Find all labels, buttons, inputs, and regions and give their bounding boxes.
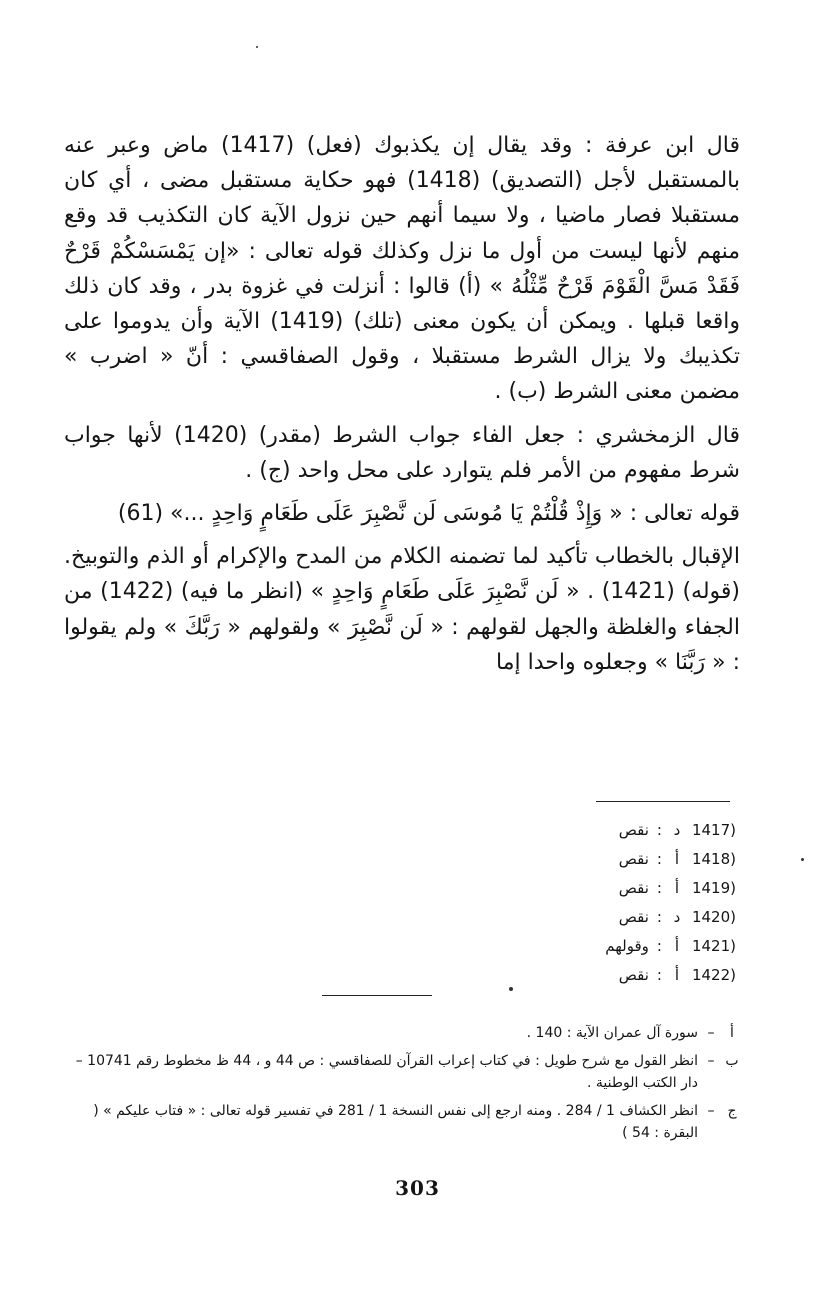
paragraph-commentary: الإقبال بالخطاب تأكيد لما تضمنه الكلام من المدح والإكرام أو الذم والتوبيخ. (قوله) (1421) . « لَن نَّصْبِرَ عَلَى طَعَامٍ وَاحِدٍ » (انظر ما فيه) (1422) من الجفاء والغلظة والجهل لقولهم : « لَن نَّصْبِرَ » ولقولهم « رَبَّكَ » ولم يقولوا : « رَبَّنَا » وجعلوه واحدا إما	[64, 544, 741, 675]
footnote-number: (1418	[691, 850, 736, 868]
footnote-note: نقص	[618, 966, 649, 984]
footnote-source: أ	[674, 966, 680, 984]
footnote-item	[540, 816, 736, 845]
footnote-source: أ	[674, 850, 680, 868]
paragraph-zamakhshari: قال الزمخشري : جعل الفاء جواب الشرط (مقدر) (1420) لأنها جواب شرط مفهوم من الأمر فلم يتوارد على محل واحد (ج) .	[64, 422, 740, 483]
footnote-colon: :	[656, 850, 662, 868]
footnote-source: د	[673, 908, 681, 926]
footnote-number: (1421	[691, 937, 736, 955]
reference-dash: –	[707, 1053, 715, 1069]
footnote-item	[540, 874, 736, 903]
reference-notes	[60, 1022, 740, 1150]
footnote-source: أ	[674, 879, 680, 897]
page-number: 303	[395, 1176, 440, 1200]
paragraph-verse-quote: قوله تعالى : « وَإِذْ قُلْتُمْ يَا مُوسَى لَن نَّصْبِرَ عَلَى طَعَامٍ وَاحِدٍ ...» (61)	[117, 501, 740, 527]
footnote-item	[540, 961, 736, 990]
footnote-colon: :	[656, 966, 662, 984]
print-speck	[801, 858, 804, 861]
footnote-item	[540, 845, 736, 874]
reference-text: سورة آل عمران الآية : 140 .	[526, 1025, 698, 1041]
footnote-number: (1420	[691, 908, 736, 926]
reference-dash: –	[707, 1025, 715, 1041]
paragraph-ibn-arafa: قال ابن عرفة : وقد يقال إن يكذبوك (فعل) (1417) ماض وعبر عنه بالمستقبل لأجل (التصديق) (1418) فهو حكاية مستقبل مضى ، أي كان مستقبلا فصار ماضيا ، ولا سيما أنهم حين نزول الآية كان التكذيب قد وقع منهم لأنها ليست من أول ما نزل وكذلك قوله تعالى : «إن يَمْسَسْكُمْ قَرْحٌ فَقَدْ مَسَّ الْقَوْمَ قَرْحٌ مِّثْلُهُ » (أ) قالوا : أنزلت في غزوة بدر ، وقد كان ذلك واقعا قبلها . ويمكن أن يكون معنى (تلك) (1419) الآية وأن يدوموا على تكذيبك ولا يزال الشرط مستقبلا ، وقول الصفاقسي : أنّ « اضرب » مضمن معنى الشرط (ب) .	[64, 133, 740, 405]
reference-text: انظر الكشاف 1 / 284 . ومنه ارجع إلى نفس النسخة 1 / 281 في تفسير قوله تعالى : « فتاب عليكم » ( البقرة : 54 )	[93, 1103, 698, 1141]
footnote-colon: :	[656, 879, 662, 897]
main-text	[64, 128, 740, 680]
reference-item	[60, 1050, 740, 1094]
footnote-source: أ	[674, 937, 680, 955]
footnote-number: (1422	[691, 966, 736, 984]
footnote-colon: :	[656, 937, 662, 955]
footnote-colon: :	[656, 908, 662, 926]
manuscript-variant-notes	[540, 816, 736, 990]
print-speck	[256, 46, 258, 48]
footnote-item	[540, 903, 736, 932]
footnote-note: نقص	[618, 821, 649, 839]
footnote-divider	[596, 801, 730, 802]
footnote-note: نقص	[618, 879, 649, 897]
reference-text: انظر القول مع شرح طويل : في كتاب إعراب القرآن للصفاقسي : ص 44 و ، 44 ظ مخطوط رقم 10741 – دار الكتب الوطنية .	[75, 1053, 698, 1091]
reference-letter: ج	[727, 1103, 737, 1119]
references-divider	[322, 995, 432, 996]
reference-letter: ب	[725, 1053, 739, 1069]
print-speck	[509, 987, 513, 991]
footnote-note: نقص	[618, 908, 649, 926]
reference-letter: أ	[730, 1025, 734, 1041]
footnote-note: وقولهم	[605, 937, 649, 955]
reference-item	[60, 1100, 740, 1144]
footnote-colon: :	[656, 821, 662, 839]
footnote-number: (1417	[691, 821, 736, 839]
reference-item	[60, 1022, 740, 1044]
footnote-source: د	[673, 821, 681, 839]
footnote-number: (1419	[691, 879, 736, 897]
footnote-note: نقص	[618, 850, 649, 868]
footnote-item	[540, 932, 736, 961]
reference-dash: –	[707, 1103, 715, 1119]
